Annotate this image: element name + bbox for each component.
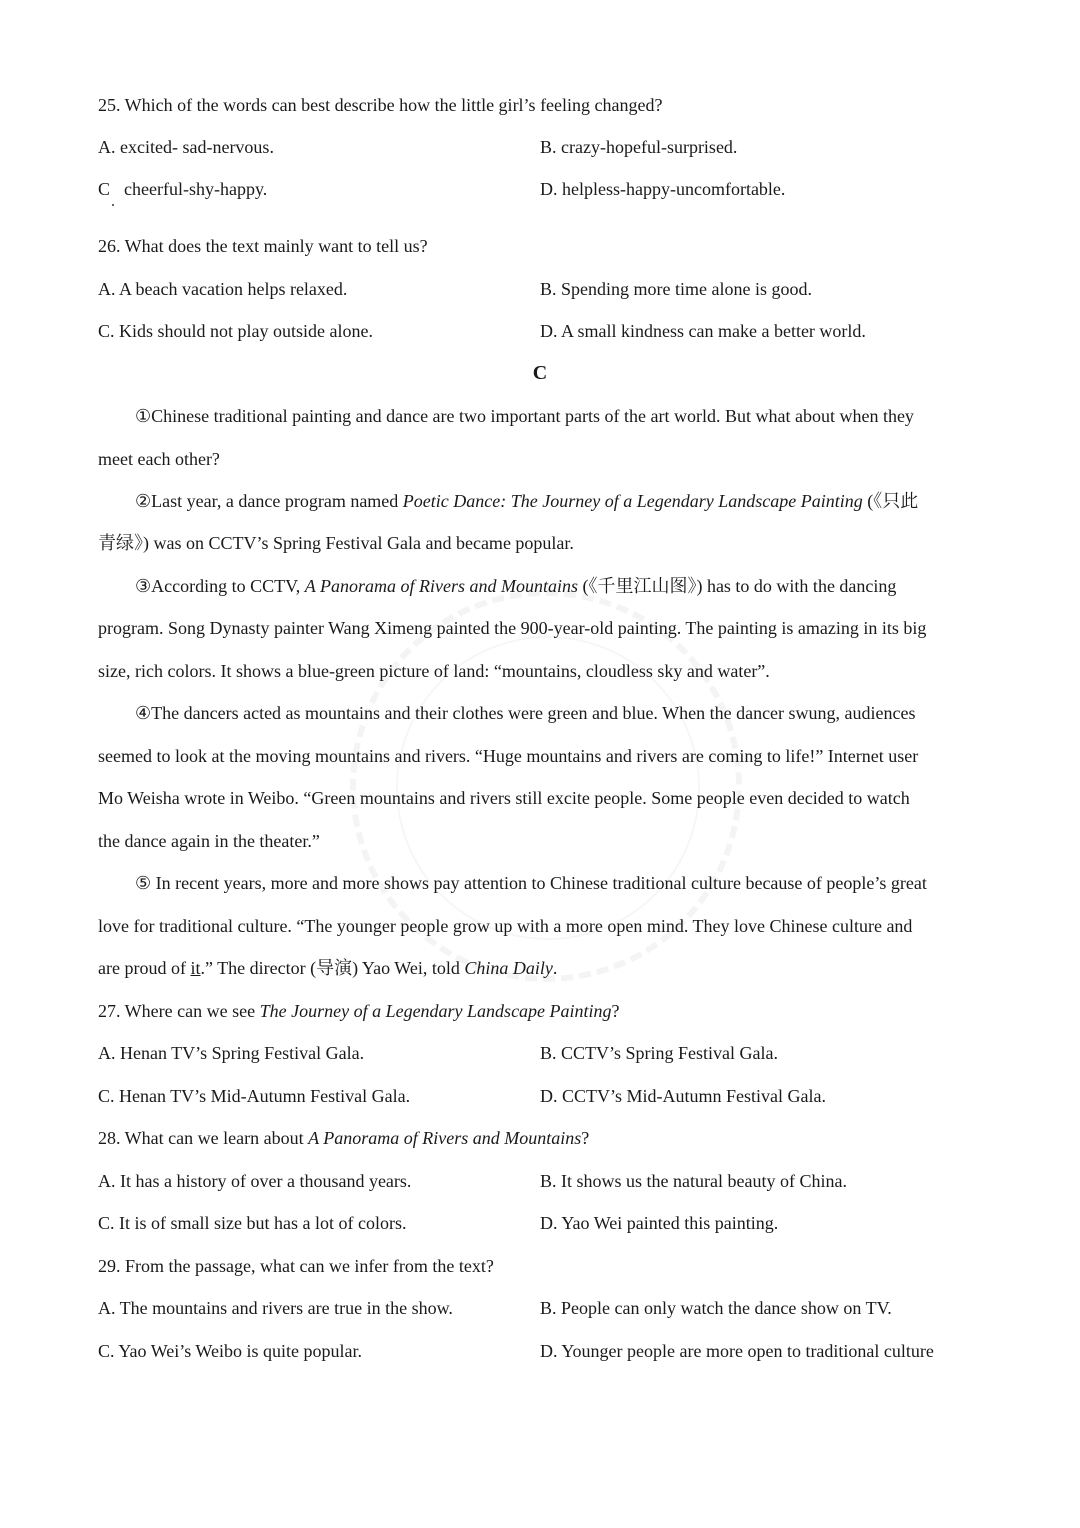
passage-p3-line1 bbox=[135, 574, 896, 598]
q25-option-b: B. crazy-hopeful-surprised. bbox=[540, 137, 738, 157]
q27-option-a: A. Henan TV’s Spring Festival Gala. bbox=[98, 1043, 365, 1063]
passage-p5-line2: love for traditional culture. “The younger people grow up with a more open mind. They love Chinese culture and bbox=[98, 916, 913, 936]
passage-p3-line1-pre: ③According to CCTV, bbox=[135, 576, 305, 596]
q27-option-c: C. Henan TV’s Mid-Autumn Festival Gala. bbox=[98, 1086, 411, 1106]
passage-p3-line3: size, rich colors. It shows a blue-green picture of land: “mountains, cloudless sky and water”. bbox=[98, 661, 770, 681]
passage-p4-line4: the dance again in the theater.” bbox=[98, 831, 320, 851]
q26-option-b: B. Spending more time alone is good. bbox=[540, 279, 812, 299]
q28-question-post: ? bbox=[581, 1128, 590, 1148]
q25-option-c-text: cheerful-shy-happy. bbox=[124, 179, 268, 199]
q28-question bbox=[98, 1126, 589, 1150]
q26-option-a: A. A beach vacation helps relaxed. bbox=[98, 279, 348, 299]
q27-question-pre: 27. Where can we see bbox=[98, 1001, 260, 1021]
q28-question-title: A Panorama of Rivers and Mountains bbox=[308, 1128, 582, 1148]
q25-option-a: A. excited- sad-nervous. bbox=[98, 137, 274, 157]
q29-option-c: C. Yao Wei’s Weibo is quite popular. bbox=[98, 1341, 362, 1361]
q25-question: 25. Which of the words can best describe how the little girl’s feeling changed? bbox=[98, 95, 663, 115]
q29-question: 29. From the passage, what can we infer from the text? bbox=[98, 1256, 494, 1276]
passage-p2-line1-pre: ②Last year, a dance program named bbox=[135, 491, 403, 511]
passage-p4-line1: ④The dancers acted as mountains and their clothes were green and blue. When the dancer swung, audiences bbox=[135, 703, 916, 723]
q28-question-pre: 28. What can we learn about bbox=[98, 1128, 309, 1148]
q28-option-d: D. Yao Wei painted this painting. bbox=[540, 1213, 779, 1233]
passage-p5-line3-pre: are proud of bbox=[98, 958, 191, 978]
q25-option-d: D. helpless-happy-uncomfortable. bbox=[540, 179, 786, 199]
passage-p4-line3: Mo Weisha wrote in Weibo. “Green mountains and rivers still excite people. Some people even decided to watch bbox=[98, 788, 910, 808]
q25-option-c-letter: C bbox=[98, 179, 111, 199]
passage-p3-line1-post: (《千里江山图》) has to do with the dancing bbox=[577, 576, 897, 596]
passage-p5-line3-source: China Daily bbox=[464, 958, 553, 978]
q29-option-d: D. Younger people are more open to traditional culture bbox=[540, 1341, 934, 1361]
stray-dot bbox=[112, 204, 114, 206]
passage-p5-line3-post: . bbox=[552, 958, 558, 978]
section-title: C bbox=[532, 362, 548, 384]
passage-p3-line2: program. Song Dynasty painter Wang Ximeng painted the 900-year-old painting. The painting is amazing in its big bbox=[98, 618, 927, 638]
q26-option-c: C. Kids should not play outside alone. bbox=[98, 321, 373, 341]
q27-question-post: ? bbox=[611, 1001, 620, 1021]
q29-option-b: B. People can only watch the dance show on TV. bbox=[540, 1298, 892, 1318]
passage-p1-line1: ①Chinese traditional painting and dance are two important parts of the art world. But what about when they bbox=[135, 406, 914, 426]
q27-question-title: The Journey of a Legendary Landscape Painting bbox=[259, 1001, 612, 1021]
q28-option-b: B. It shows us the natural beauty of China. bbox=[540, 1171, 847, 1191]
q26-option-d: D. A small kindness can make a better world. bbox=[540, 321, 866, 341]
q28-option-a: A. It has a history of over a thousand years. bbox=[98, 1171, 412, 1191]
passage-p2-line2: 青绿》) was on CCTV’s Spring Festival Gala and became popular. bbox=[98, 533, 574, 553]
q27-option-b: B. CCTV’s Spring Festival Gala. bbox=[540, 1043, 778, 1063]
passage-p2-line1-post: (《只此 bbox=[862, 491, 919, 511]
passage-p5-line3 bbox=[98, 956, 557, 980]
q25-option-c bbox=[98, 177, 267, 201]
q27-question bbox=[98, 999, 620, 1023]
q27-option-d: D. CCTV’s Mid-Autumn Festival Gala. bbox=[540, 1086, 826, 1106]
passage-p1-line2: meet each other? bbox=[98, 449, 220, 469]
passage-p5-line1: ⑤ In recent years, more and more shows pay attention to Chinese traditional culture because of people’s great bbox=[135, 873, 927, 893]
q28-option-c: C. It is of small size but has a lot of colors. bbox=[98, 1213, 407, 1233]
q26-question: 26. What does the text mainly want to tell us? bbox=[98, 236, 428, 256]
passage-p2-line1 bbox=[135, 489, 918, 513]
passage-p5-line3-mid: .” The director (导演) Yao Wei, told bbox=[200, 958, 465, 978]
passage-p5-underlined-word: it bbox=[190, 958, 201, 978]
q29-option-a: A. The mountains and rivers are true in the show. bbox=[98, 1298, 453, 1318]
passage-p4-line2: seemed to look at the moving mountains and rivers. “Huge mountains and rivers are coming to life!” Internet user bbox=[98, 746, 919, 766]
passage-p2-line1-title: Poetic Dance: The Journey of a Legendary Landscape Painting bbox=[402, 491, 863, 511]
passage-p3-line1-title: A Panorama of Rivers and Mountains bbox=[304, 576, 578, 596]
